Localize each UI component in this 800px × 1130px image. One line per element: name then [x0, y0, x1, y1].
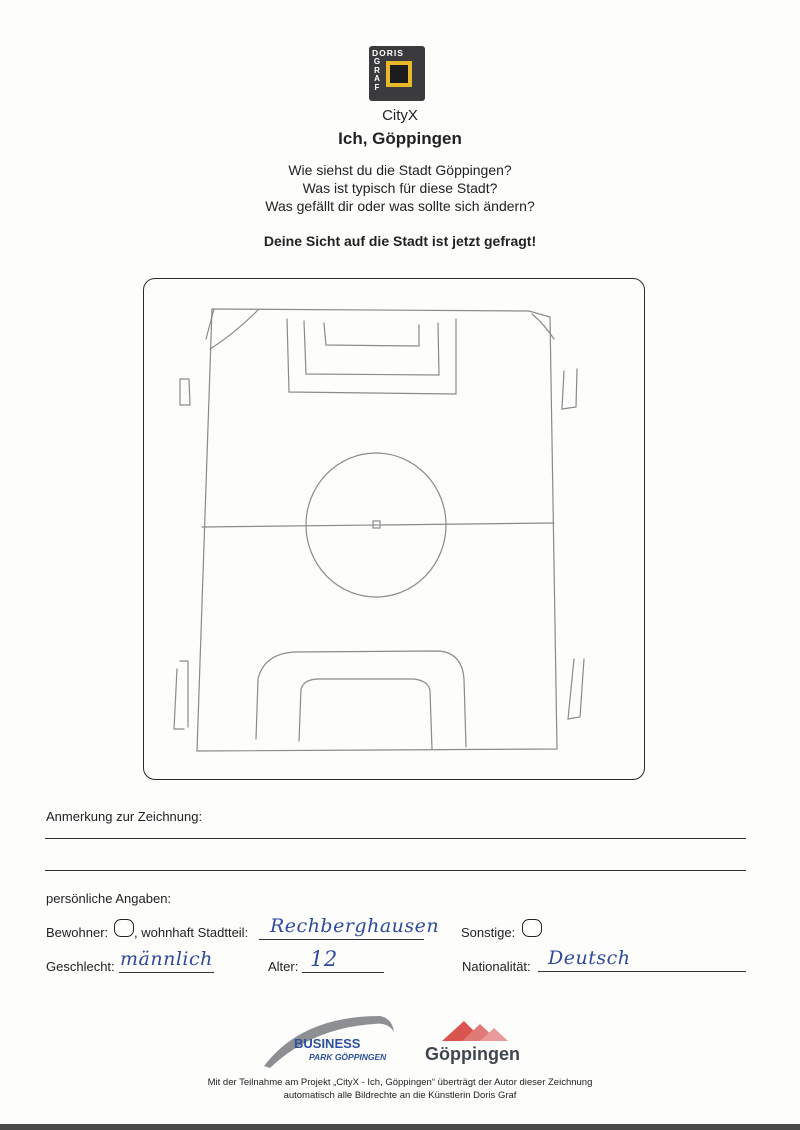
nationality-line [538, 971, 746, 972]
district-label: , wohnhaft Stadtteil: [134, 925, 249, 940]
footer-line-2: automatisch alle Bildrechte an die Künstlerin Doris Graf [283, 1090, 517, 1101]
gender-value[interactable]: männlich [120, 948, 213, 970]
drawing-area [143, 278, 645, 780]
nationality-label: Nationalität: [462, 959, 531, 974]
gender-label: Geschlecht: [46, 959, 115, 974]
remark-label: Anmerkung zur Zeichnung: [46, 809, 203, 824]
page-title: Ich, Göppingen [338, 129, 462, 148]
district-value[interactable]: Rechberghausen [270, 915, 440, 937]
age-value[interactable]: 12 [310, 947, 338, 971]
personal-info-label: persönliche Angaben: [46, 891, 172, 906]
logo-wordmark: DORIS [372, 48, 404, 58]
question-3: Was gefällt dir oder was sollte sich ändern? [265, 198, 535, 214]
footer-line-1: Mit der Teilnahme am Projekt „CityX - Ich, Göppingen“ überträgt der Autor dieser Zeichnung [207, 1077, 593, 1088]
age-line [302, 972, 384, 973]
logo-square-icon [386, 61, 412, 87]
age-label: Alter: [268, 959, 299, 974]
district-line [259, 939, 424, 940]
business-park-line1: BUSINESS [294, 1036, 361, 1051]
question-2: Was ist typisch für diese Stadt? [302, 180, 498, 196]
football-pitch-sketch [144, 279, 644, 779]
remark-line-1 [45, 838, 746, 839]
logo-vertical-letters: G R A F [373, 57, 381, 92]
doris-graf-logo [369, 46, 425, 101]
goeppingen-roof-icon [440, 1019, 530, 1043]
nationality-value[interactable]: Deutsch [548, 947, 631, 969]
goeppingen-logo-text: Göppingen [425, 1044, 520, 1064]
resident-label: Bewohner: [46, 925, 109, 940]
resident-checkbox[interactable] [114, 919, 134, 937]
question-1: Wie siehst du die Stadt Göppingen? [288, 162, 512, 178]
other-checkbox[interactable] [522, 919, 542, 937]
remark-line-2 [45, 870, 746, 871]
scan-edge-strip [0, 1124, 800, 1130]
other-label: Sonstige: [461, 925, 516, 940]
callout-text: Deine Sicht auf die Stadt ist jetzt gefragt! [263, 233, 537, 249]
business-park-line2: PARK GÖPPINGEN [309, 1052, 387, 1062]
gender-line [119, 972, 214, 973]
project-name: CityX [382, 107, 418, 124]
